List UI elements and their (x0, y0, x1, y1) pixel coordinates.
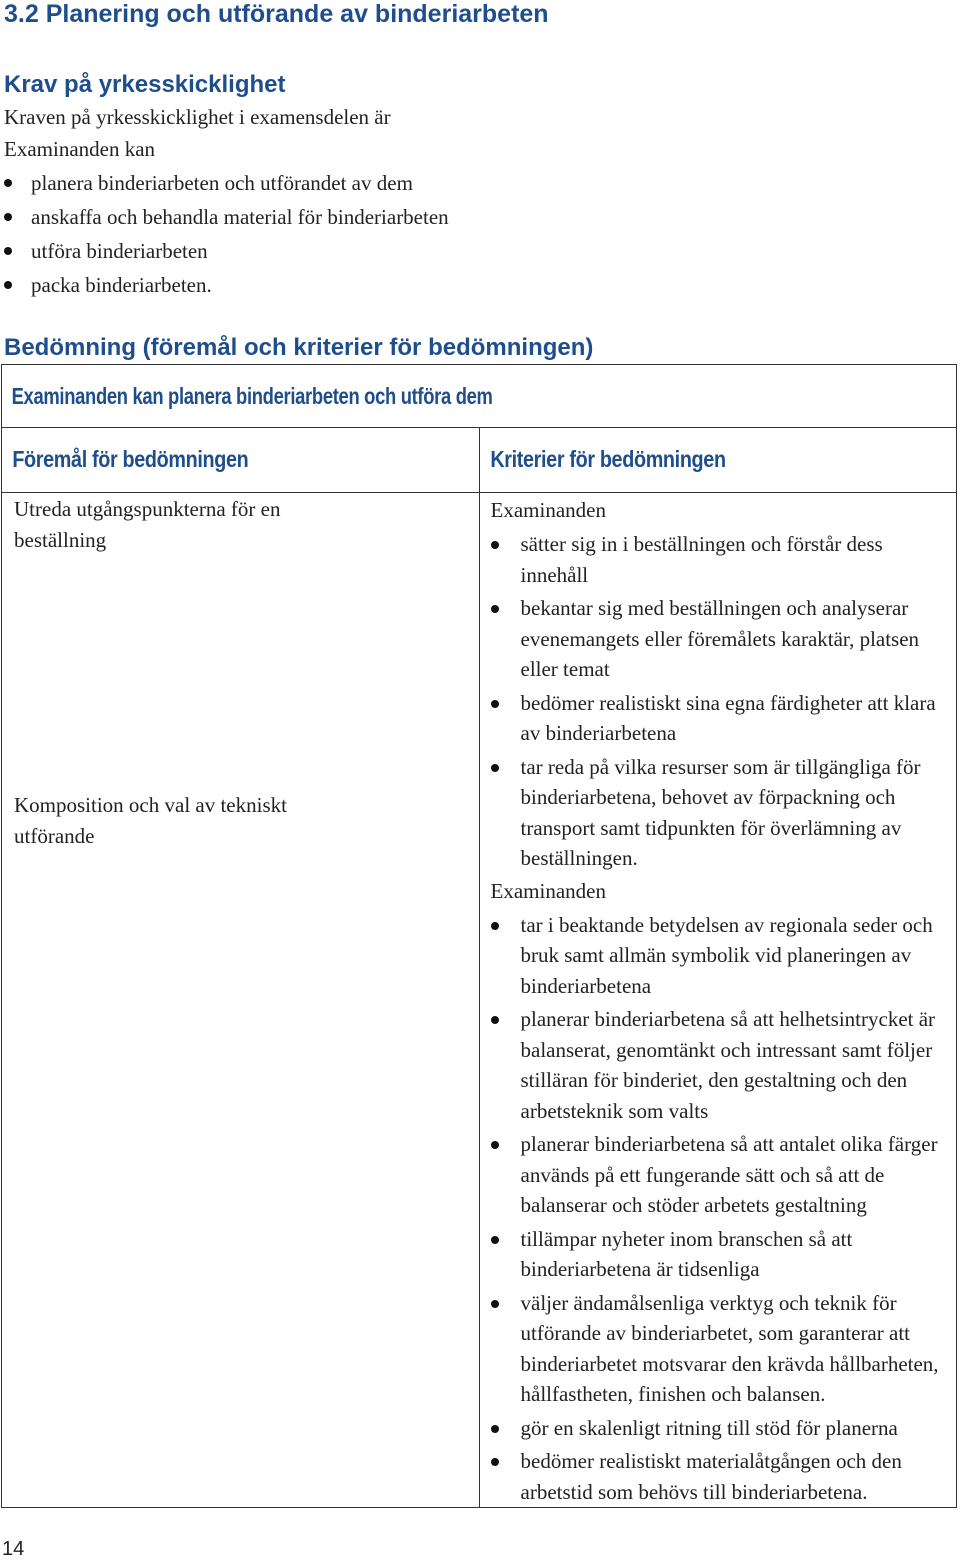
bullet-icon (491, 1458, 499, 1466)
bullet-icon (491, 700, 499, 708)
bullet-icon (491, 764, 499, 772)
list-item: bedömer realistiskt sina egna färdigheter att klara av binderiarbetena (491, 688, 949, 749)
bullet-icon (491, 1300, 499, 1308)
column-header-object: Föremål för bedömningen (2, 428, 480, 493)
list-item: utföra binderiarbeten (0, 234, 700, 268)
bullet-icon (491, 605, 499, 613)
requirements-lead: Examinanden kan (4, 137, 156, 161)
list-item: tar i beaktande betydelsen av regionala seder och bruk samt allmän symbolik vid planeringen av binderiarbetena (491, 910, 949, 1002)
assessment-table (1, 364, 957, 1508)
criteria-lead: Examinanden (490, 878, 606, 903)
page-number: 14 (2, 1538, 25, 1560)
section-heading: 3.2 Planering och utförande av binderiarbeten (4, 0, 549, 28)
criteria-block (491, 874, 949, 1508)
object-column (2, 493, 480, 1508)
bullet-icon (491, 541, 499, 549)
list-item: sätter sig in i beställningen och förstår dess innehåll (491, 529, 949, 590)
bullet-icon (491, 1236, 499, 1244)
criteria-column (479, 493, 957, 1508)
bullet-icon (491, 1016, 499, 1024)
object-text: Utreda utgångspunkterna för en beställning (14, 497, 281, 552)
table-title-cell (2, 365, 957, 428)
bullet-icon (4, 179, 12, 187)
column-header-criteria: Kriterier för bedömningen (479, 428, 957, 493)
list-item: planerar binderiarbetena så att antalet olika färger används på ett fungerande sätt och så att de balanserar och stöder arbetets gestaltning (491, 1129, 949, 1221)
bullet-icon (4, 247, 12, 255)
list-item: tillämpar nyheter inom branschen så att binderiarbetena är tidsenliga (491, 1224, 949, 1285)
criteria-list (491, 529, 949, 874)
bullet-icon (491, 922, 499, 930)
assessment-heading: Bedömning (föremål och kriterier för bedömningen) (4, 334, 594, 361)
list-item: packa binderiarbeten. (0, 268, 700, 302)
bullet-icon (4, 213, 12, 221)
list-item: väljer ändamålsenliga verktyg och teknik för utförande av binderiarbetet, som garanterar att binderiarbetet motsvarar den krävda hållbarheten, hållfastheten, finishen och balansen. (491, 1288, 949, 1410)
list-item: bedömer realistiskt materialåtgången och den arbetstid som behövs till binderiarbetena. (491, 1446, 949, 1507)
bullet-icon (4, 281, 12, 289)
requirements-intro: Kraven på yrkesskicklighet i examensdelen är (4, 105, 391, 129)
list-item: gör en skalenligt ritning till stöd för planerna (491, 1413, 949, 1444)
table-title: Examinanden kan planera binderiarbeten och utföra dem (11, 383, 493, 409)
list-item: tar reda på vilka resurser som är tillgängliga för binderiarbetena, behovet av förpackning och transport samt tidpunkten för överlämning av beställningen. (491, 752, 949, 874)
bullet-icon (491, 1141, 499, 1149)
list-item: planerar binderiarbetena så att helhetsintrycket är balanserat, genomtänkt och intressant samt följer stilläran för binderiet, den gestaltning och den arbetsteknik som valts (491, 1004, 949, 1126)
list-item: planera binderiarbeten och utförandet av dem (0, 166, 700, 200)
list-item: anskaffa och behandla material för binderiarbeten (0, 200, 700, 234)
criteria-list (491, 910, 949, 1508)
requirements-list (0, 166, 700, 302)
bullet-icon (491, 1425, 499, 1433)
criteria-lead: Examinanden (490, 498, 606, 522)
requirements-heading: Krav på yrkesskicklighet (4, 71, 286, 98)
criteria-block (491, 493, 949, 874)
list-item: bekantar sig med beställningen och analyserar evenemangets eller föremålets karaktär, platsen eller temat (491, 593, 949, 685)
object-text: Komposition och val av tekniskt utförande (14, 793, 287, 848)
